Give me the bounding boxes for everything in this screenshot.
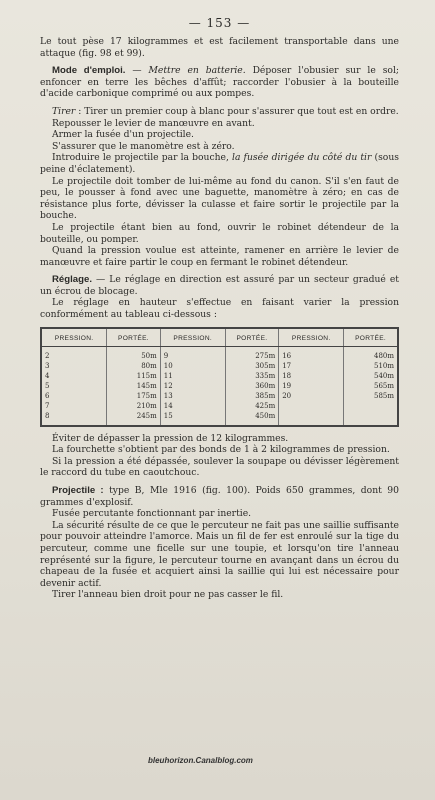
pression-cell: 13	[160, 391, 225, 401]
pression-cell: 11	[160, 371, 225, 381]
table-row	[41, 346, 398, 361]
table-row	[41, 371, 398, 381]
table-header-row	[41, 328, 398, 347]
reglage-heading: Réglage.	[52, 274, 92, 286]
column-header: PORTÉE.	[344, 328, 398, 347]
portee-cell	[344, 401, 398, 411]
portee-cell: 210m	[107, 401, 161, 411]
after-table-paragraph: Si la pression a été dépassée, soulever la soupape ou dévisser légèrement le raccord du tube en caoutchouc.	[40, 455, 399, 479]
portee-cell: 335m	[225, 371, 279, 381]
portee-cell: 450m	[225, 411, 279, 426]
pression-cell: 8	[45, 411, 50, 420]
pression-cell: 16	[279, 346, 344, 361]
after-table-paragraph: La fourchette s'obtient par des bonds de 1 à 2 kilogrammes de pression.	[52, 444, 390, 456]
pression-cell: 14	[160, 401, 225, 411]
step-item: Armer la fusée d'un projectile.	[52, 129, 194, 141]
column-header: PRESSION.	[160, 328, 225, 347]
portee-cell: 245m	[107, 411, 161, 426]
portee-cell: 425m	[225, 401, 279, 411]
portee-cell: 510m	[344, 361, 398, 371]
portee-cell: 360m	[225, 381, 279, 391]
pression-cell: 17	[279, 361, 344, 371]
column-header: PRESSION.	[279, 328, 344, 347]
pression-cell: 19	[279, 381, 344, 391]
table-row	[41, 401, 398, 411]
column-header: PRESSION.	[41, 328, 107, 347]
pression-cell: 12	[160, 381, 225, 391]
range-table	[40, 327, 399, 427]
portee-cell: 115m	[107, 371, 161, 381]
mode-emploi-subtitle: Mettre en batterie	[148, 65, 243, 77]
table-row	[41, 361, 398, 371]
procedure-paragraph: Le projectile étant bien au fond, ouvrir le robinet détendeur de la bouteille, ou pomper.	[40, 221, 399, 245]
mode-emploi-paragraph: Mode d'emploi. — Mettre en batterie. Déposer l'obusier sur le sol; enfoncer en terre les bêches d'affût; raccorder l'obusier à la bouteille d'acide carbonique comprimé ou aux pompes.	[40, 65, 399, 100]
reglage-paragraph-2: Le réglage en hauteur s'effectue en faisant varier la pression conformément au tableau ci-dessous :	[40, 297, 399, 321]
after-table-paragraph: Éviter de dépasser la pression de 12 kilogrammes.	[52, 432, 289, 444]
pression-cell: 6	[45, 391, 50, 400]
watermark: bleuhorizon.Canalblog.com	[148, 756, 253, 765]
portee-cell: 480m	[344, 346, 398, 361]
portee-cell: 50m	[107, 346, 161, 361]
pression-cell: 4	[45, 371, 50, 380]
portee-cell: 305m	[225, 361, 279, 371]
projectile-paragraph: Fusée percutante fonctionnant par inertie.	[52, 508, 252, 520]
column-header: PORTÉE.	[225, 328, 279, 347]
projectile-paragraph: La sécurité résulte de ce que le percuteur ne fait pas une saillie suffisante pour pouvoir atteindre l'amorce. Mais un fil de fer est enroulé sur la tige du percuteur, comme une ficelle sur une toupie, et lorsqu'on tire l'anneau représenté sur la figure, le percuteur tourne en avançant dans un écrou du chapeau de la fusée et acquiert ainsi la saillie qui lui est nécessaire pour devenir actif.	[40, 519, 399, 589]
projectile-paragraph: Projectile : type B, Mle 1916 (fig. 100). Poids 650 grammes, dont 90 grammes d'explosif.	[40, 485, 399, 508]
step-item: S'assurer que le manomètre est à zéro.	[52, 140, 235, 152]
step-item: Repousser le levier de manœuvre en avant.	[52, 117, 255, 129]
pression-cell	[279, 411, 344, 426]
table-row	[41, 411, 398, 426]
pression-cell: 10	[160, 361, 225, 371]
tirer-paragraph: Tirer : Tirer un premier coup à blanc pour s'assurer que tout est en ordre.	[52, 105, 399, 117]
pression-cell: 7	[45, 401, 50, 410]
table-row	[41, 381, 398, 391]
procedure-paragraph: Le projectile doit tomber de lui-même au fond du canon. S'il s'en faut de peu, le pousser à fond avec une baguette, manomètre à zéro; en cas de résistance plus forte, dévisser la culasse et faire sortir le projectile par la bouche.	[40, 175, 399, 222]
pression-cell: 2	[45, 351, 50, 360]
portee-cell: 175m	[107, 391, 161, 401]
introduire-paragraph: Introduire le projectile par la bouche, la fusée dirigée du côté du tir (sous peine d'éclatement).	[40, 152, 399, 175]
reglage-paragraph: Réglage. — Le réglage en direction est assuré par un secteur gradué et un écrou de blocage.	[40, 274, 399, 297]
page-number: — 153 —	[188, 16, 251, 30]
pression-cell: 18	[279, 371, 344, 381]
portee-cell: 275m	[225, 346, 279, 361]
intro-paragraph: Le tout pèse 17 kilogrammes et est facilement transportable dans une attaque (fig. 98 et 99).	[40, 36, 399, 59]
portee-cell: 145m	[107, 381, 161, 391]
portee-cell: 565m	[344, 381, 398, 391]
portee-cell: 80m	[107, 361, 161, 371]
portee-cell	[344, 411, 398, 426]
pression-cell	[279, 401, 344, 411]
projectile-paragraph: Tirer l'anneau bien droit pour ne pas casser le fil.	[52, 589, 284, 601]
pression-cell: 20	[279, 391, 344, 401]
mode-emploi-heading: Mode d'emploi.	[52, 65, 126, 77]
column-header: PORTÉE.	[107, 328, 161, 347]
table-body	[41, 346, 398, 426]
pression-cell: 5	[45, 381, 50, 390]
pression-cell: 9	[160, 346, 225, 361]
portee-cell: 385m	[225, 391, 279, 401]
table-row	[41, 391, 398, 401]
pression-cell: 15	[160, 411, 225, 426]
projectile-heading: Projectile :	[52, 485, 104, 497]
pression-cell: 3	[45, 361, 50, 370]
portee-cell: 585m	[344, 391, 398, 401]
procedure-paragraph: Quand la pression voulue est atteinte, ramener en arrière le levier de manœuvre et faire partir le coup en fermant le robinet détendeur.	[40, 245, 399, 268]
portee-cell: 540m	[344, 371, 398, 381]
